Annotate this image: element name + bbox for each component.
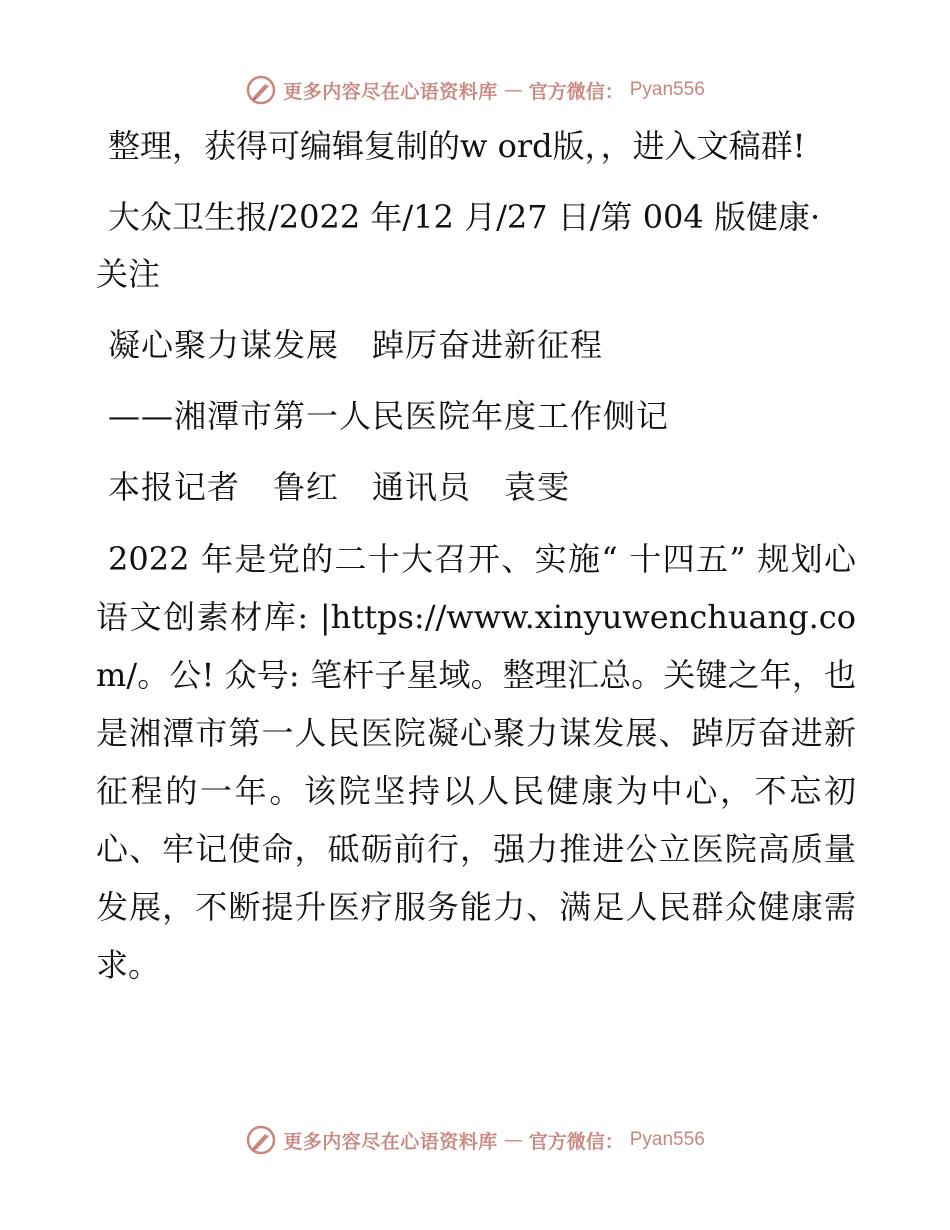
watermark-text: 更多内容尽在心语资料库: [283, 1130, 498, 1153]
watermark-separator: —: [503, 1129, 523, 1151]
article-title: 凝心聚力谋发展 踔厉奋进新征程: [108, 326, 604, 364]
watermark-wechat-id: Pyan556: [629, 79, 705, 100]
intro-paragraph: 整理，获得可编辑复制的w ord版，，进入文稿群!: [108, 127, 806, 165]
footer-watermark: [0, 1120, 950, 1160]
header-watermark: [0, 70, 950, 110]
article-subtitle: ——湘潭市第一人民医院年度工作侧记: [108, 397, 670, 435]
watermark-separator: —: [503, 79, 523, 101]
watermark-label: 官方微信：: [528, 80, 624, 103]
pen-logo-icon: [245, 74, 277, 106]
watermark-wechat-id: Pyan556: [629, 1129, 705, 1150]
body-paragraph: 2022 年是党的二十大召开、实施“ 十四五” 规划心语文创素材库: |https://www.xinyuwenchuang.com/。公! 众号: 笔杆子星域。整理汇总。关键之年，也是湘潭市第一人民医院凝心聚力谋发展、踔厉奋进新征程的一年。该院坚持以人民健康为中心，不忘初心、牢记使命，砥砺前行，强力推进公立医院高质量发展，不断提升医疗服务能力、满足人民群众健康需求。: [96, 540, 856, 984]
watermark-label: 官方微信：: [528, 1130, 624, 1153]
byline: 本报记者 鲁红 通讯员 袁雯: [108, 468, 571, 506]
pen-logo-icon: [245, 1124, 277, 1156]
document-body: [96, 118, 856, 1008]
source-line: 大众卫生报/2022 年/12 月/27 日/第 004 版健康· 关注: [96, 198, 821, 293]
watermark-text: 更多内容尽在心语资料库: [283, 80, 498, 103]
